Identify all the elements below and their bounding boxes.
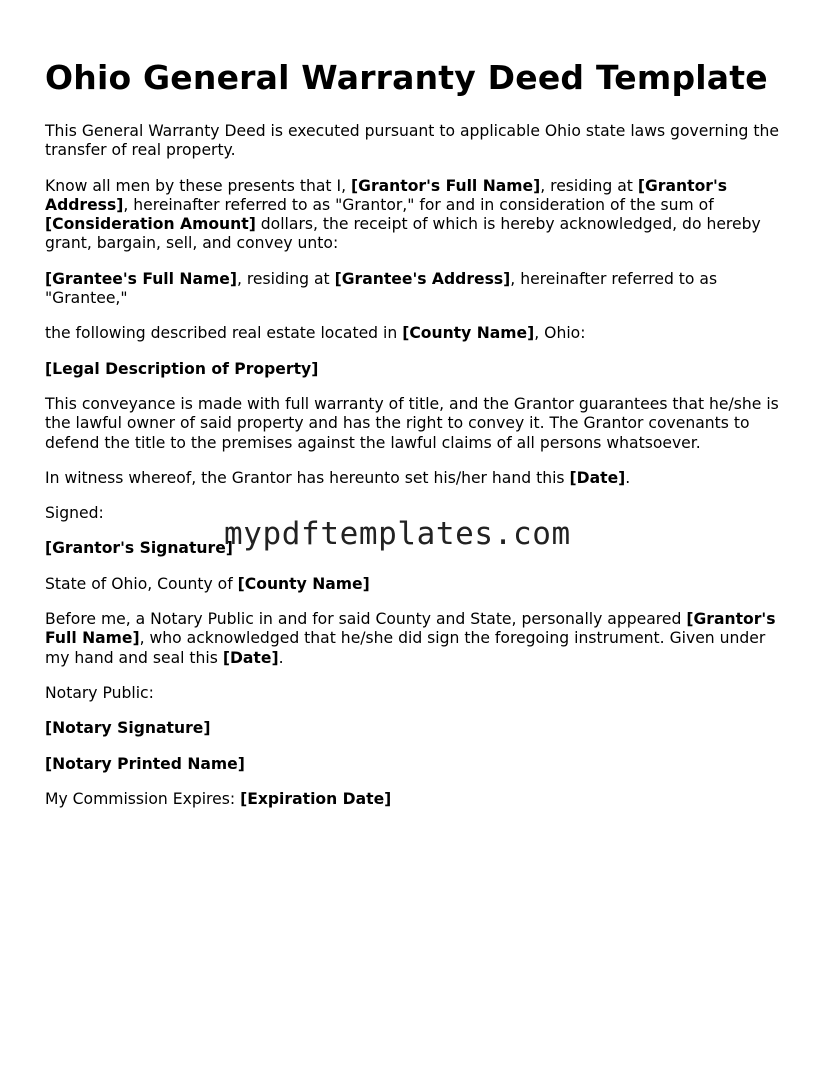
- notary-paragraph: [45, 610, 780, 668]
- notary-grantor-name-placeholder: [Grantor's Full Name]: [45, 610, 776, 648]
- witness-paragraph: [45, 469, 780, 488]
- conveyance-paragraph: [45, 177, 780, 254]
- legal-description-text: [Legal Description of Property]: [45, 359, 319, 378]
- consideration-amount-placeholder: [Consideration Amount]: [45, 215, 256, 234]
- notary-text-1: Before me, a Notary Public in and for said County and State, personally appeared: [45, 610, 687, 629]
- grantee-name-placeholder: [Grantee's Full Name]: [45, 269, 237, 288]
- notary-printed-name-placeholder: [45, 755, 780, 774]
- notary-printed-name-text: [Notary Printed Name]: [45, 754, 245, 773]
- property-location-paragraph: [45, 324, 780, 343]
- commission-text: My Commission Expires:: [45, 789, 241, 808]
- witness-date-placeholder: [Date]: [569, 468, 626, 487]
- location-text-1: the following described real estate located in: [45, 324, 403, 343]
- grantee-text-2: , hereinafter referred to as "Grantee,": [45, 269, 718, 308]
- grantee-address-placeholder: [Grantee's Address]: [334, 269, 511, 288]
- conveyance-text-1: Know all men by these presents that I,: [45, 176, 352, 195]
- conveyance-text-2: , residing at: [540, 176, 638, 195]
- notary-signature-placeholder: [45, 719, 780, 738]
- notary-public-label: Notary Public:: [45, 683, 154, 702]
- watermark: mypdftemplates.com: [224, 516, 571, 552]
- state-text: State of Ohio, County of: [45, 574, 238, 593]
- location-text-2: , Ohio:: [534, 324, 586, 343]
- grantor-address-placeholder: [Grantor's Address]: [45, 176, 728, 214]
- document-body: [45, 58, 780, 825]
- grantor-name-placeholder: [Grantor's Full Name]: [351, 176, 541, 195]
- notary-text-2: , who acknowledged that he/she did sign the foregoing instrument. Given under my hand and seal this: [45, 629, 766, 667]
- notary-signature-text: [Notary Signature]: [45, 719, 211, 738]
- state-county-line: [45, 575, 780, 594]
- document-title: Ohio General Warranty Deed Template: [45, 58, 768, 97]
- grantor-signature-text: [Grantor's Signature]: [45, 539, 233, 558]
- grantee-paragraph: [45, 270, 780, 309]
- witness-text-2: .: [625, 468, 631, 487]
- notary-date-placeholder: [Date]: [222, 648, 279, 667]
- grantee-text-1: , residing at: [236, 269, 335, 288]
- intro-paragraph: This General Warranty Deed is executed pursuant to applicable Ohio state laws governing the transfer of real property.: [45, 122, 780, 160]
- commission-line: [45, 790, 780, 809]
- county-name-placeholder: [County Name]: [402, 324, 535, 343]
- signed-label: Signed:: [45, 504, 104, 523]
- witness-text-1: In witness whereof, the Grantor has hereunto set his/her hand this: [45, 468, 570, 487]
- warranty-paragraph: This conveyance is made with full warranty of title, and the Grantor guarantees that he/she is the lawful owner of said property and has the right to convey it. The Grantor covenants to defend the title to the premises against the lawful claims of all persons whatsoever.: [45, 394, 779, 452]
- conveyance-text-3: , hereinafter referred to as "Grantor," for and in consideration of the sum of: [123, 195, 714, 214]
- state-county-placeholder: [County Name]: [237, 574, 370, 593]
- legal-description-placeholder: [45, 360, 780, 379]
- conveyance-text-4: dollars, the receipt of which is hereby acknowledged, do hereby grant, bargain, sell, and convey unto:: [45, 215, 761, 253]
- expiration-date-placeholder: [Expiration Date]: [240, 789, 392, 808]
- notary-text-3: .: [278, 648, 284, 667]
